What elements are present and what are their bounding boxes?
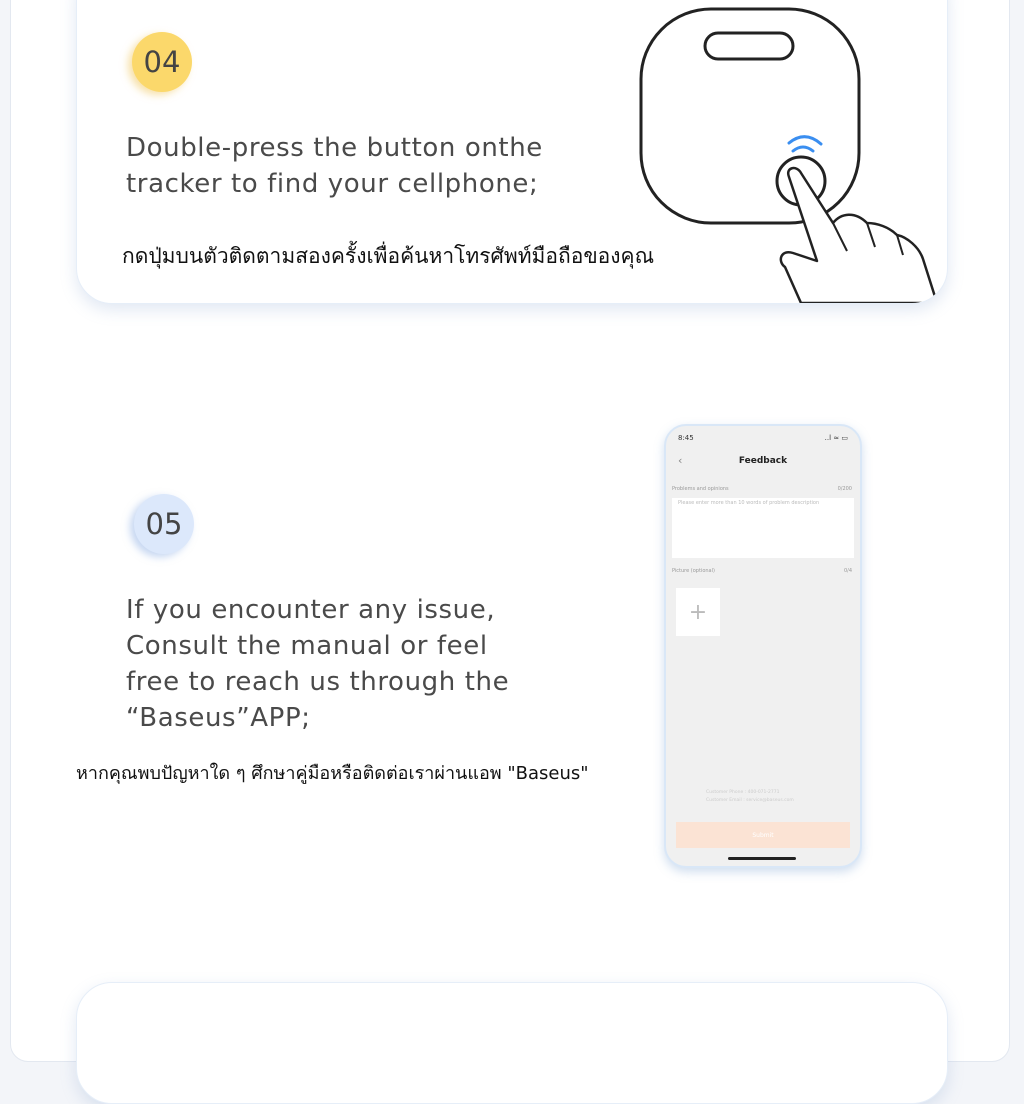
step-05-thai-text: หากคุณพบปัญหาใด ๆ ศึกษาคู่มือหรือติดต่อเราผ่านแอพ "Baseus": [76, 763, 589, 784]
step-05-description: If you encounter any issue, Consult the manual or feel free to reach us through the “Baseus”APP;: [126, 595, 510, 733]
step-04-number: 04: [143, 45, 181, 79]
chevron-left-icon[interactable]: ‹: [678, 454, 683, 467]
phone-time: 8:45: [678, 434, 694, 442]
tracker-slot: [705, 33, 793, 59]
problems-count: 0/200: [837, 486, 852, 492]
step-05-badge: [134, 494, 194, 554]
picture-count: 0/4: [843, 568, 852, 574]
next-step-card: [76, 982, 948, 1104]
step-04-thai-text: กดปุ่มบนตัวติดตามสองครั้งเพื่อค้นหาโทรศัพท์มือถือของคุณ: [122, 244, 655, 268]
problems-label: Problems and opinions: [672, 486, 729, 492]
submit-button[interactable]: [676, 822, 850, 848]
problems-placeholder: Please enter more than 10 words of problem description: [678, 500, 820, 506]
step-05-number: 05: [145, 507, 183, 541]
step-04-badge: [132, 32, 192, 92]
picture-label: Picture (optional): [672, 568, 715, 574]
problems-textarea[interactable]: [672, 498, 854, 558]
customer-email: Customer Email : service@baseus.com: [706, 798, 794, 803]
plus-icon: +: [688, 599, 708, 625]
phone-status-icons: ..l ≈ ▭: [824, 434, 848, 442]
step-04-description: Double-press the button onthe tracker to find your cellphone;: [126, 133, 543, 199]
add-picture-button[interactable]: [676, 588, 720, 636]
phone-mockup: [664, 424, 862, 868]
customer-phone: Customer Phone : 400-071-2771: [706, 790, 780, 795]
pointing-hand: [781, 168, 937, 303]
submit-label: Submit: [752, 831, 774, 839]
feedback-title: Feedback: [738, 456, 788, 466]
home-indicator: [728, 857, 796, 860]
